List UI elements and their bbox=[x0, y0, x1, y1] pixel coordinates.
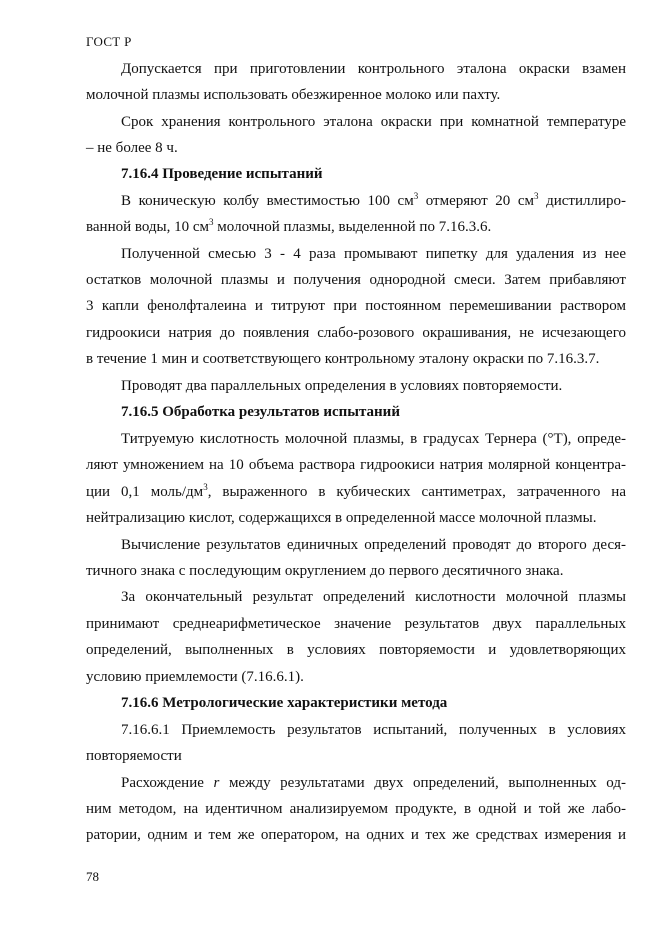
text-line: тичного знака с последующим округлением до первого десятичного знака. bbox=[86, 563, 564, 579]
text-line: Титруемую кислотность молочной плазмы, в градусах Тернера (°Т), опреде- bbox=[121, 431, 626, 447]
text-line: ляют умножением на 10 объема раствора гидроокиси натрия молярной концентра- bbox=[86, 457, 626, 473]
text-line: повторяемости bbox=[86, 748, 182, 764]
text-line: За окончательный результат определений кислотности молочной плазмы bbox=[121, 589, 626, 605]
text-line: 7.16.6.1 Приемлемость результатов испытаний, полученных в условиях bbox=[121, 722, 626, 738]
text-line: Срок хранения контрольного эталона окраски при комнатной температуре bbox=[121, 114, 626, 130]
text-line: ванной воды, 10 $см^3$ молочной плазмы, выделенной по 7.16.3.6. bbox=[86, 217, 492, 235]
section-heading-7-16-6: 7.16.6 Метрологические характеристики метода bbox=[121, 695, 448, 711]
text-line: Проводят два параллельных определения в условиях повторяемости. bbox=[121, 378, 563, 394]
text-line: принимают среднеарифметическое значение результатов двух параллельных bbox=[86, 616, 626, 632]
text-line: Допускается при приготовлении контрольного эталона окраски взамен bbox=[121, 61, 626, 77]
text-line: остатков молочной плазмы и получения однородной смеси. Затем прибавляют bbox=[86, 272, 626, 288]
text-line: ним методом, на идентичном анализируемом продукте, в одной и той же лабо- bbox=[86, 801, 626, 817]
text-line: ратории, одним и тем же оператором, на одних и тех же средствах измерения и bbox=[86, 827, 626, 843]
text-line: – не более 8 ч. bbox=[86, 140, 178, 156]
text-line: молочной плазмы использовать обезжиренное молоко или пахту. bbox=[86, 87, 501, 103]
text-line: нейтрализацию кислот, содержащихся в определенной массе молочной плазмы. bbox=[86, 510, 597, 526]
text-line: условию приемлемости (7.16.6.1). bbox=[86, 669, 304, 685]
text-line: В коническую колбу вместимостью 100 $см^3$ отмеряют 20 $см^3$ дистиллиро- bbox=[121, 191, 626, 209]
section-heading-7-16-5: 7.16.5 Обработка результатов испытаний bbox=[121, 404, 400, 420]
text-line: Вычисление результатов единичных определений проводят до второго деся- bbox=[121, 537, 626, 553]
text-line: определений, выполненных в условиях повторяемости и удовлетворяющих bbox=[86, 642, 626, 658]
page-number: 78 bbox=[86, 869, 99, 884]
text-line: в течение 1 мин и соответствующего контрольному эталону окраски по 7.16.3.7. bbox=[86, 351, 600, 367]
text-line: Расхождение r между результатами двух определений, выполненных од- bbox=[121, 775, 626, 791]
text-line: Полученной смесью 3 - 4 раза промывают пипетку для удаления из нее bbox=[121, 246, 626, 262]
section-heading-7-16-4: 7.16.4 Проведение испытаний bbox=[121, 166, 323, 182]
text-line: гидроокиси натрия до появления слабо-розового окрашивания, не исчезающего bbox=[86, 325, 626, 341]
text-line: ции 0,1 моль/$дм^3$, выраженного в кубических сантиметрах, затраченного на bbox=[86, 482, 626, 500]
text-line: 3 капли фенолфталеина и титруют при постоянном перемешивании раствором bbox=[86, 298, 626, 314]
document-code-header: ГОСТ Р bbox=[86, 34, 132, 49]
